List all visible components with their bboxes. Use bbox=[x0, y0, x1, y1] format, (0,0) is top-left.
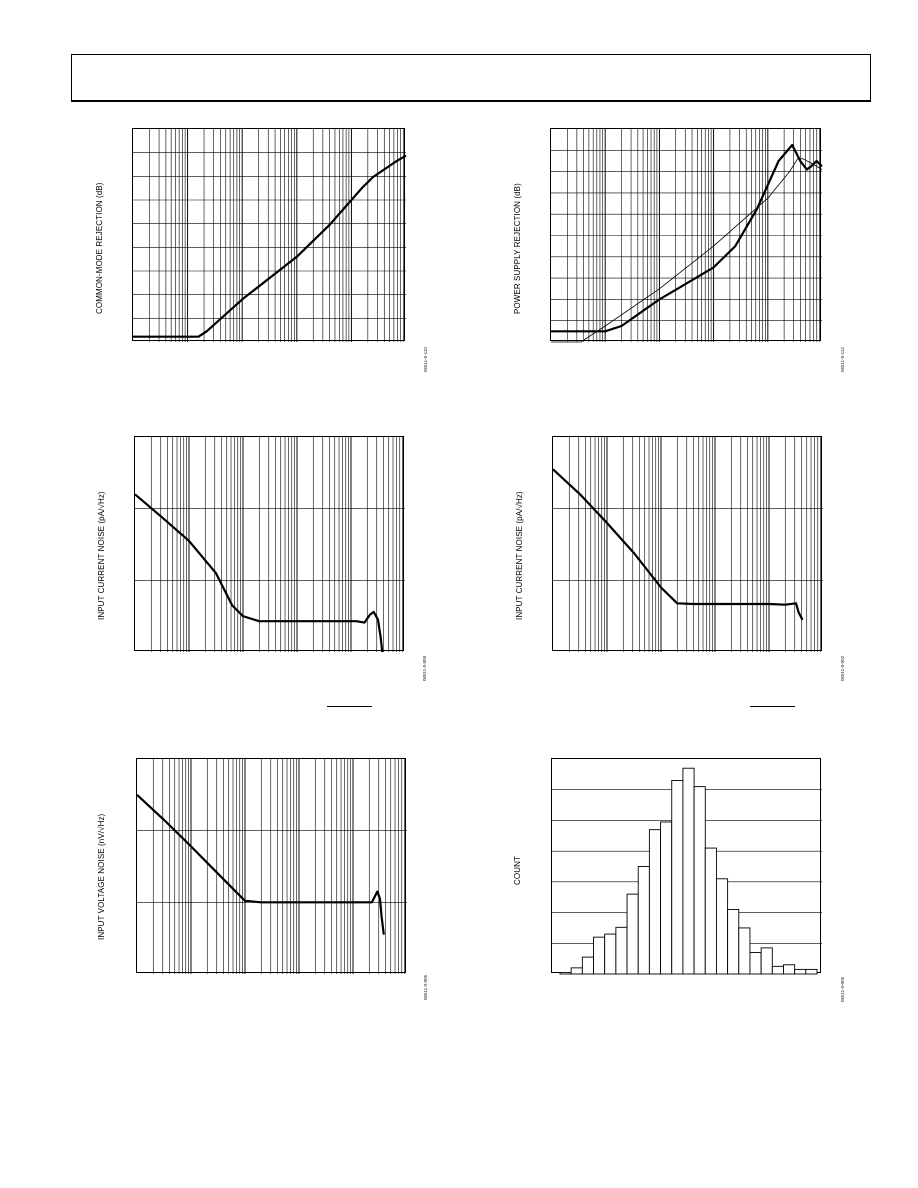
histogram-bar bbox=[705, 848, 716, 974]
histogram-y-axis-label: COUNT bbox=[513, 856, 522, 885]
cmrr-plot-area bbox=[132, 128, 405, 341]
histogram-bar bbox=[661, 822, 672, 974]
current-noise-2-note-line bbox=[750, 706, 795, 707]
series-line-0 bbox=[137, 795, 384, 935]
histogram-bar bbox=[560, 972, 571, 974]
voltage-noise-y-axis-label: INPUT VOLTAGE NOISE (nV/√Hz) bbox=[97, 813, 106, 940]
psrr-plot-area bbox=[550, 128, 821, 341]
psrr-plot-svg bbox=[551, 129, 822, 342]
series-line-0 bbox=[135, 494, 382, 652]
histogram-bar bbox=[594, 937, 605, 974]
current-noise-1-plot-area bbox=[134, 436, 404, 651]
current-noise-2-plot-svg bbox=[553, 437, 823, 652]
histogram-plot-svg bbox=[552, 759, 822, 974]
histogram-bar bbox=[694, 787, 705, 974]
histogram-figure-code: 06511-0-005 bbox=[840, 976, 845, 1002]
series-line-0 bbox=[553, 469, 803, 620]
histogram-bar bbox=[761, 948, 772, 974]
current-noise-1-y-axis-label: INPUT CURRENT NOISE (pA/√Hz) bbox=[97, 491, 106, 620]
histogram-bar bbox=[728, 910, 739, 975]
current-noise-1-plot-svg bbox=[135, 437, 405, 652]
page-header-box bbox=[71, 54, 871, 102]
series-line-0 bbox=[133, 156, 406, 337]
psrr-figure-code: 06511-0-114 bbox=[840, 347, 845, 372]
histogram-bar bbox=[638, 867, 649, 975]
voltage-noise-plot-area bbox=[136, 758, 406, 973]
histogram-plot-area bbox=[551, 758, 821, 973]
current-noise-2-figure-code: 06511-0-002 bbox=[840, 655, 845, 681]
current-noise-1-figure-code: 06511-0-009 bbox=[422, 655, 427, 681]
histogram-bar bbox=[806, 969, 817, 974]
cmrr-plot-svg bbox=[133, 129, 406, 342]
series-line-1 bbox=[551, 159, 822, 342]
histogram-bar bbox=[795, 969, 806, 974]
voltage-noise-figure-code: 06511-0-005 bbox=[423, 974, 428, 1000]
histogram-bar bbox=[616, 927, 627, 974]
histogram-bar bbox=[627, 894, 638, 974]
histogram-bar bbox=[649, 830, 660, 974]
histogram-bar bbox=[672, 781, 683, 975]
histogram-bar bbox=[750, 953, 761, 975]
current-noise-2-plot-area bbox=[552, 436, 822, 651]
histogram-bar bbox=[739, 928, 750, 974]
voltage-noise-plot-svg bbox=[137, 759, 407, 974]
histogram-bar bbox=[605, 934, 616, 974]
psrr-y-axis-label: POWER SUPPLY REJECTION (dB) bbox=[513, 183, 522, 314]
cmrr-y-axis-label: COMMON-MODE REJECTION (dB) bbox=[95, 182, 104, 314]
current-noise-1-note-line bbox=[327, 706, 372, 707]
histogram-bar bbox=[571, 968, 582, 974]
histogram-bar bbox=[772, 966, 783, 974]
histogram-bar bbox=[582, 957, 593, 974]
current-noise-2-y-axis-label: INPUT CURRENT NOISE (pA/√Hz) bbox=[515, 491, 524, 620]
series-line-0 bbox=[551, 145, 822, 331]
histogram-bar bbox=[683, 768, 694, 974]
cmrr-figure-code: 06511-0-110 bbox=[423, 347, 428, 372]
histogram-bar bbox=[716, 879, 727, 974]
histogram-bar bbox=[783, 965, 794, 974]
